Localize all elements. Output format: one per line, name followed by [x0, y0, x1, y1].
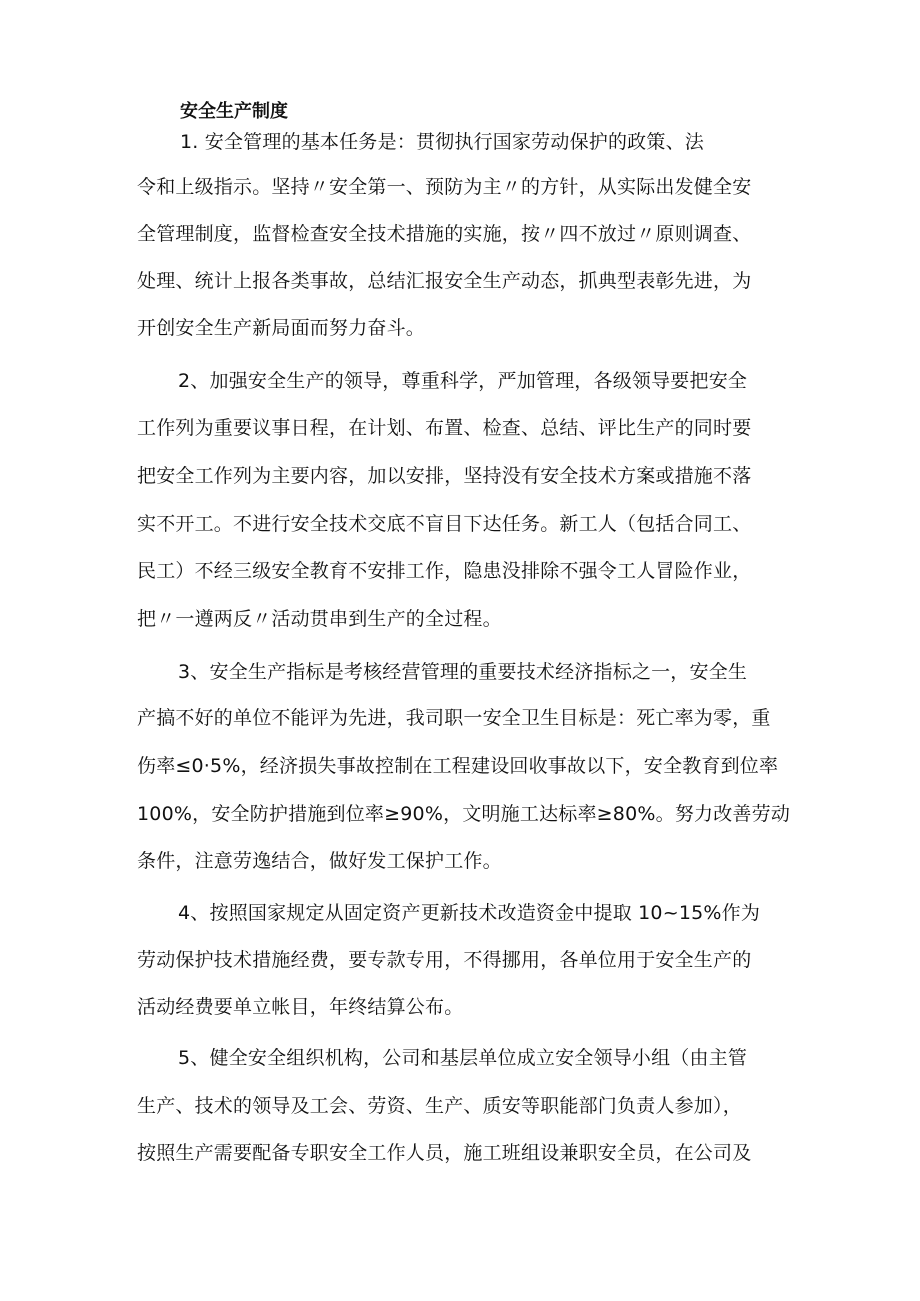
paragraph-1-line-3: 全管理制度，监督检查安全技术措施的实施，按〃四不放过〃原则调查、: [137, 223, 752, 245]
paragraph-2-line-1: 2、加强安全生产的领导，尊重科学，严加管理，各级领导要把安全: [178, 370, 748, 392]
paragraph-1-line-1: 1. 安全管理的基本任务是：贯彻执行国家劳动保护的政策、法: [180, 131, 704, 153]
paragraph-5-line-2: 生产、技术的领导及工会、劳资、生产、质安等职能部门负责人参加），: [137, 1095, 742, 1117]
paragraph-3-line-2: 产搞不好的单位不能评为先进，我司职一安全卫生目标是：死亡率为零，重: [137, 707, 771, 729]
paragraph-3-line-3: 伤率≤0·5%，经济损失事故控制在工程建设回收事故以下，安全教育到位率: [137, 755, 779, 777]
paragraph-2-line-4: 实不开工。不进行安全技术交底不盲目下达任务。新工人（包括合同工、: [137, 513, 752, 535]
paragraph-3-line-5: 条件，注意劳逸结合，做好发工保护工作。: [137, 850, 502, 872]
paragraph-3-line-1: 3、安全生产指标是考核经营管理的重要技术经济指标之一，安全生: [178, 661, 748, 683]
paragraph-1-line-4: 处理、统计上报各类事故，总结汇报安全生产动态，抓典型表彰先进，为: [137, 270, 752, 292]
paragraph-5-line-1: 5、健全安全组织机构，公司和基层单位成立安全领导小组（由主管: [178, 1047, 748, 1069]
document-title: 安全生产制度: [180, 101, 288, 122]
paragraph-4-line-1: 4、按照国家规定从固定资产更新技术改造资金中提取 10~15%作为: [178, 902, 761, 924]
paragraph-2-line-2: 工作列为重要议事日程，在计划、布置、检查、总结、评比生产的同时要: [137, 417, 752, 439]
paragraph-4-line-2: 劳动保护技术措施经费，要专款专用，不得挪用，各单位用于安全生产的: [137, 949, 752, 971]
paragraph-5-line-3: 按照生产需要配备专职安全工作人员，施工班组设兼职安全员，在公司及: [137, 1142, 752, 1164]
paragraph-2-line-6: 把〃一遵两反〃活动贯串到生产的全过程。: [137, 608, 502, 630]
paragraph-2-line-5: 民工）不经三级安全教育不安排工作，隐患没排除不强令工人冒险作业，: [137, 560, 752, 582]
paragraph-1-line-5: 开创安全生产新局面而努力奋斗。: [137, 317, 426, 339]
paragraph-1-line-2: 令和上级指示。坚持〃安全第一、预防为主〃的方针，从实际出发健全安: [137, 176, 752, 198]
paragraph-4-line-3: 活动经费要单立帐目，年终结算公布。: [137, 996, 464, 1018]
paragraph-2-line-3: 把安全工作列为主要内容，加以安排，坚持没有安全技术方案或措施不落: [137, 465, 752, 487]
paragraph-3-line-4: 100%，安全防护措施到位率≥90%，文明施工达标率≥80%。努力改善劳动: [137, 803, 791, 825]
